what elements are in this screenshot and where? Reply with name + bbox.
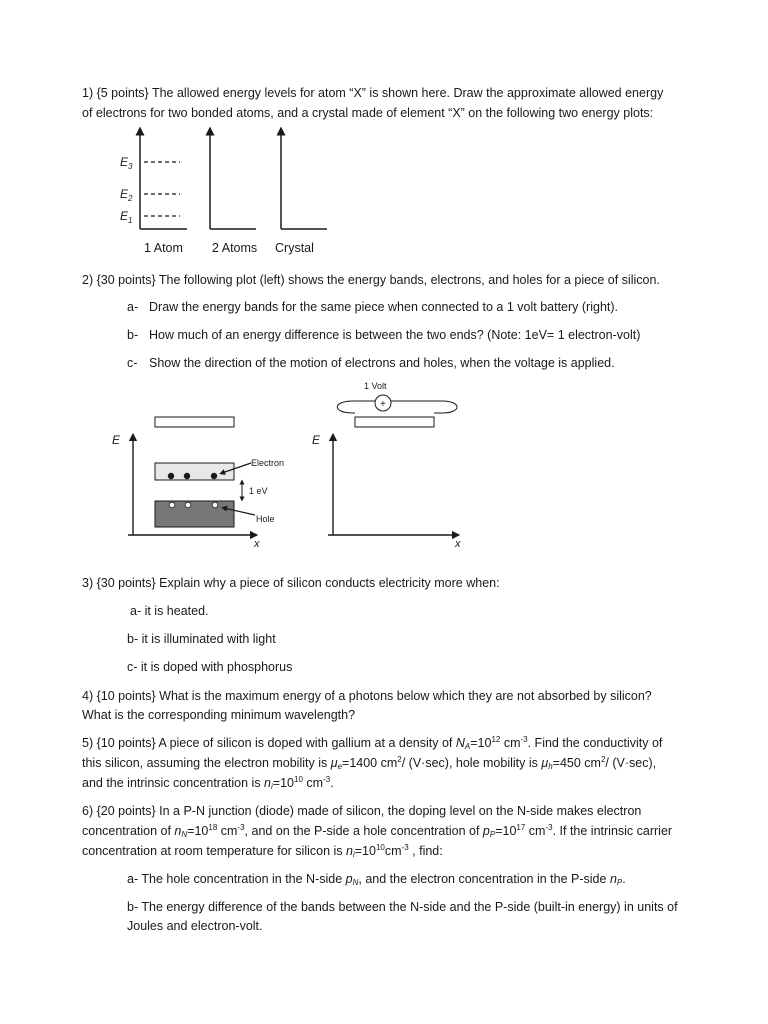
q1-line-2: of electrons for two bonded atoms, and a crystal made of element “X” on the following two energy plots: xyxy=(82,106,654,120)
q3-b: b- it is illuminated with light xyxy=(127,632,276,646)
hole xyxy=(212,502,218,508)
q6-line-2: concentration of $n_N=10^{18}$ $cm^{-3}$, and on the P-side a hole concentration of $p_P=10^{17}$ $cm^{-3}$. If the intrinsic carrier xyxy=(82,823,673,839)
q5-line-2: this silicon, assuming the electron mobility is $\mu_e=1400$ $cm^2/$ (V·sec), hole mobility is $\mu_h=450$ $cm^2/$ (V·sec), xyxy=(82,755,657,771)
silicon-piece-left xyxy=(155,417,234,427)
valence-band xyxy=(155,501,234,527)
q6-b-line-1: b- The energy difference of the bands between the N-side and the P-side (built-in energy) in units of xyxy=(127,900,678,914)
q1-line-1: 1) {5 points} The allowed energy levels for atom “X” is shown here. Draw the approximate allowed energy xyxy=(82,86,664,100)
label-1-atom: 1 Atom xyxy=(144,241,183,255)
right-x-axis-label: x xyxy=(455,538,461,550)
q2-a-text: Draw the energy bands for the same piece when connected to a 1 volt battery (right). xyxy=(149,300,619,314)
battery-label: 1 Volt xyxy=(364,381,387,391)
electron xyxy=(184,473,190,479)
q5-line-1: 5) {10 points} A piece of silicon is doped with gallium at a density of $N_A=10^{12}$ $cm^{-3}$. Find the conductivity of xyxy=(82,735,663,751)
q3-a: a- it is heated. xyxy=(130,604,209,618)
level-label-e1: $E_1$ xyxy=(120,209,133,225)
hole xyxy=(169,502,175,508)
energy-level-figure xyxy=(110,125,350,265)
level-label-e2: $E_2$ xyxy=(120,187,133,203)
q5-line-3: and the intrinsic concentration is $n_i=10^{10}$ $cm^{-3}$. xyxy=(82,775,334,791)
band-gap-label: 1 eV xyxy=(249,486,268,496)
q2-b-text: How much of an energy difference is between the two ends? (Note: 1eV= 1 electron-volt) xyxy=(149,328,641,342)
q3-c: c- it is doped with phosphorus xyxy=(127,660,293,674)
label-2-atoms: 2 Atoms xyxy=(212,241,258,255)
battery-plus: + xyxy=(380,399,386,410)
conduction-band xyxy=(155,463,234,480)
electron-label: Electron xyxy=(251,458,285,468)
q6-b-line-2: Joules and electron-volt. xyxy=(127,919,263,933)
q2-a-marker: a- xyxy=(127,300,139,314)
q6-line-3: concentration at room temperature for silicon is $n_i=10^{10}cm^{-3}$ , find: xyxy=(82,843,443,859)
hole xyxy=(185,502,191,508)
left-x-axis-label: x xyxy=(254,538,260,550)
hole-label: Hole xyxy=(256,514,275,524)
label-crystal: Crystal xyxy=(275,241,314,255)
silicon-piece-right xyxy=(355,417,434,427)
q3-intro: 3) {30 points} Explain why a piece of silicon conducts electricity more when: xyxy=(82,576,500,590)
electron xyxy=(211,473,217,479)
band-diagram-figure xyxy=(100,375,480,550)
right-e-axis-label: E xyxy=(312,433,321,447)
q2-c-marker: c- xyxy=(127,356,138,370)
q2-intro: 2) {30 points} The following plot (left) shows the energy bands, electrons, and holes for a piece of silicon. xyxy=(82,273,660,287)
q4-line-2: What is the corresponding minimum wavelength? xyxy=(82,708,356,722)
electron xyxy=(168,473,174,479)
left-e-axis-label: E xyxy=(112,433,121,447)
q6-a: a- The hole concentration in the N-side $p_N$, and the electron concentration in the P-side $n_P$. xyxy=(127,872,626,887)
level-label-e3: $E_3$ xyxy=(120,155,133,171)
battery-wire xyxy=(337,401,457,413)
q4-line-1: 4) {10 points} What is the maximum energy of a photons below which they are not absorbed by silicon? xyxy=(82,689,652,703)
q2-c-text: Show the direction of the motion of electrons and holes, when the voltage is applied. xyxy=(149,356,615,370)
q6-line-1: 6) {20 points} In a P-N junction (diode) made of silicon, the doping level on the N-side makes electron xyxy=(82,804,642,818)
q2-b-marker: b- xyxy=(127,328,139,342)
